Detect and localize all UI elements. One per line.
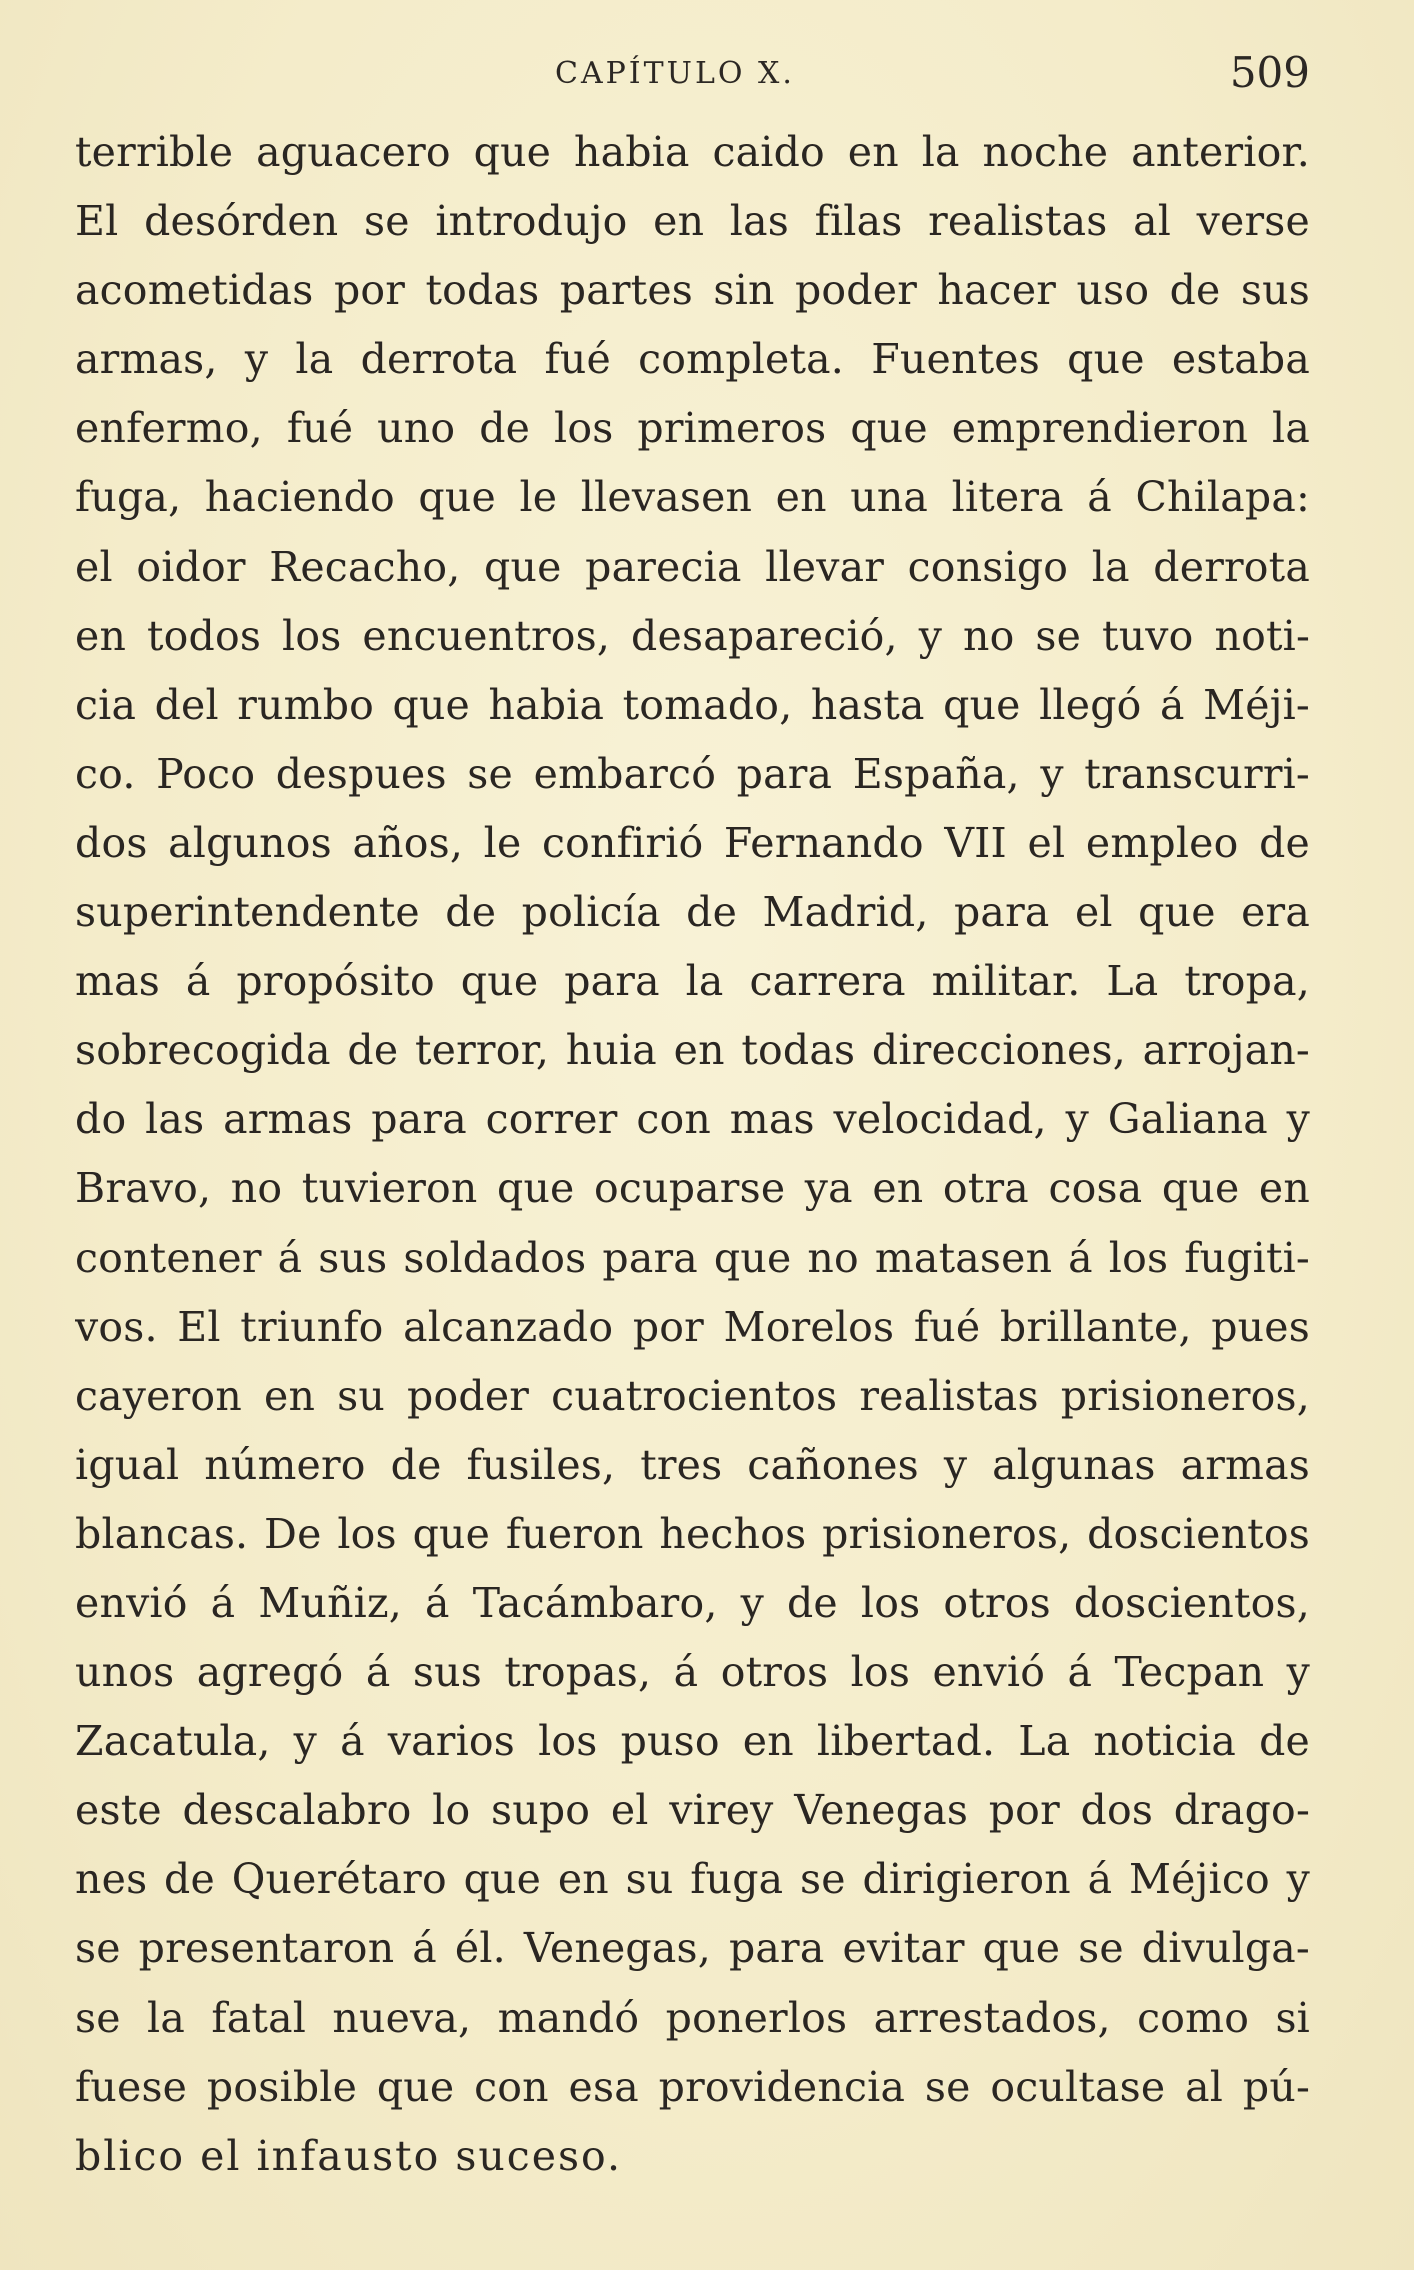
text-line: co. Poco despues se embarcó para España, y transcurri- [75,749,1310,798]
text-line: envió á Muñiz, á Tacámbaro, y de los otros doscientos, [75,1578,1310,1627]
chapter-heading: CAPÍTULO X. [555,56,795,91]
text-line: nes de Querétaro que en su fuga se dirigieron á Méjico y [75,1855,1310,1904]
text-line-final: blico el infausto suceso. [75,2131,623,2180]
text-line: se presentaron á él. Venegas, para evitar que se divulga- [75,1924,1310,1973]
text-line: mas á propósito que para la carrera militar. La tropa, [75,957,1310,1006]
text-line: terrible aguacero que habia caido en la noche anterior. [75,128,1310,176]
text-line: acometidas por todas partes sin poder hacer uso de sus [75,266,1310,315]
text-line: vos. El triunfo alcanzado por Morelos fué brillante, pues [75,1302,1310,1351]
page-number: 509 [1229,48,1310,97]
text-line: El desórden se introdujo en las filas realistas al verse [75,197,1310,246]
text-line: contener á sus soldados para que no matasen á los fugiti- [75,1233,1310,1282]
running-header [75,48,1310,108]
text-line: en todos los encuentros, desapareció, y no se tuvo noti- [75,611,1310,660]
text-line: Bravo, no tuvieron que ocuparse ya en otra cosa que en [75,1164,1310,1213]
text-line: armas, y la derrota fué completa. Fuentes que estaba [75,335,1310,384]
text-line: sobrecogida de terror, huia en todas direcciones, arrojan- [75,1026,1310,1075]
text-line: do las armas para correr con mas velocidad, y Galiana y [75,1095,1310,1144]
text-line: este descalabro lo supo el virey Venegas por dos drago- [75,1786,1310,1835]
text-line: fuga, haciendo que le llevasen en una litera á Chilapa: [75,473,1310,522]
text-line: Zacatula, y á varios los puso en libertad. La noticia de [75,1717,1310,1766]
text-line: el oidor Recacho, que parecia llevar consigo la derrota [75,542,1310,591]
text-line: cia del rumbo que habia tomado, hasta que llegó á Méji- [75,680,1310,729]
text-line: enfermo, fué uno de los primeros que emprendieron la [75,404,1310,453]
text-line: cayeron en su poder cuatrocientos realistas prisioneros, [75,1371,1310,1420]
text-line: igual número de fusiles, tres cañones y algunas armas [75,1440,1310,1489]
text-line: unos agregó á sus tropas, á otros los envió á Tecpan y [75,1648,1310,1697]
text-line: se la fatal nueva, mandó ponerlos arrestados, como si [75,1993,1310,2042]
body-text [75,118,1310,2191]
text-line: blancas. De los que fueron hechos prisioneros, doscientos [75,1509,1310,1558]
text-line: dos algunos años, le confirió Fernando VII el empleo de [75,818,1310,867]
text-line: superintendente de policía de Madrid, para el que era [75,888,1310,937]
text-line: fuese posible que con esa providencia se ocultase al pú- [75,2062,1310,2111]
